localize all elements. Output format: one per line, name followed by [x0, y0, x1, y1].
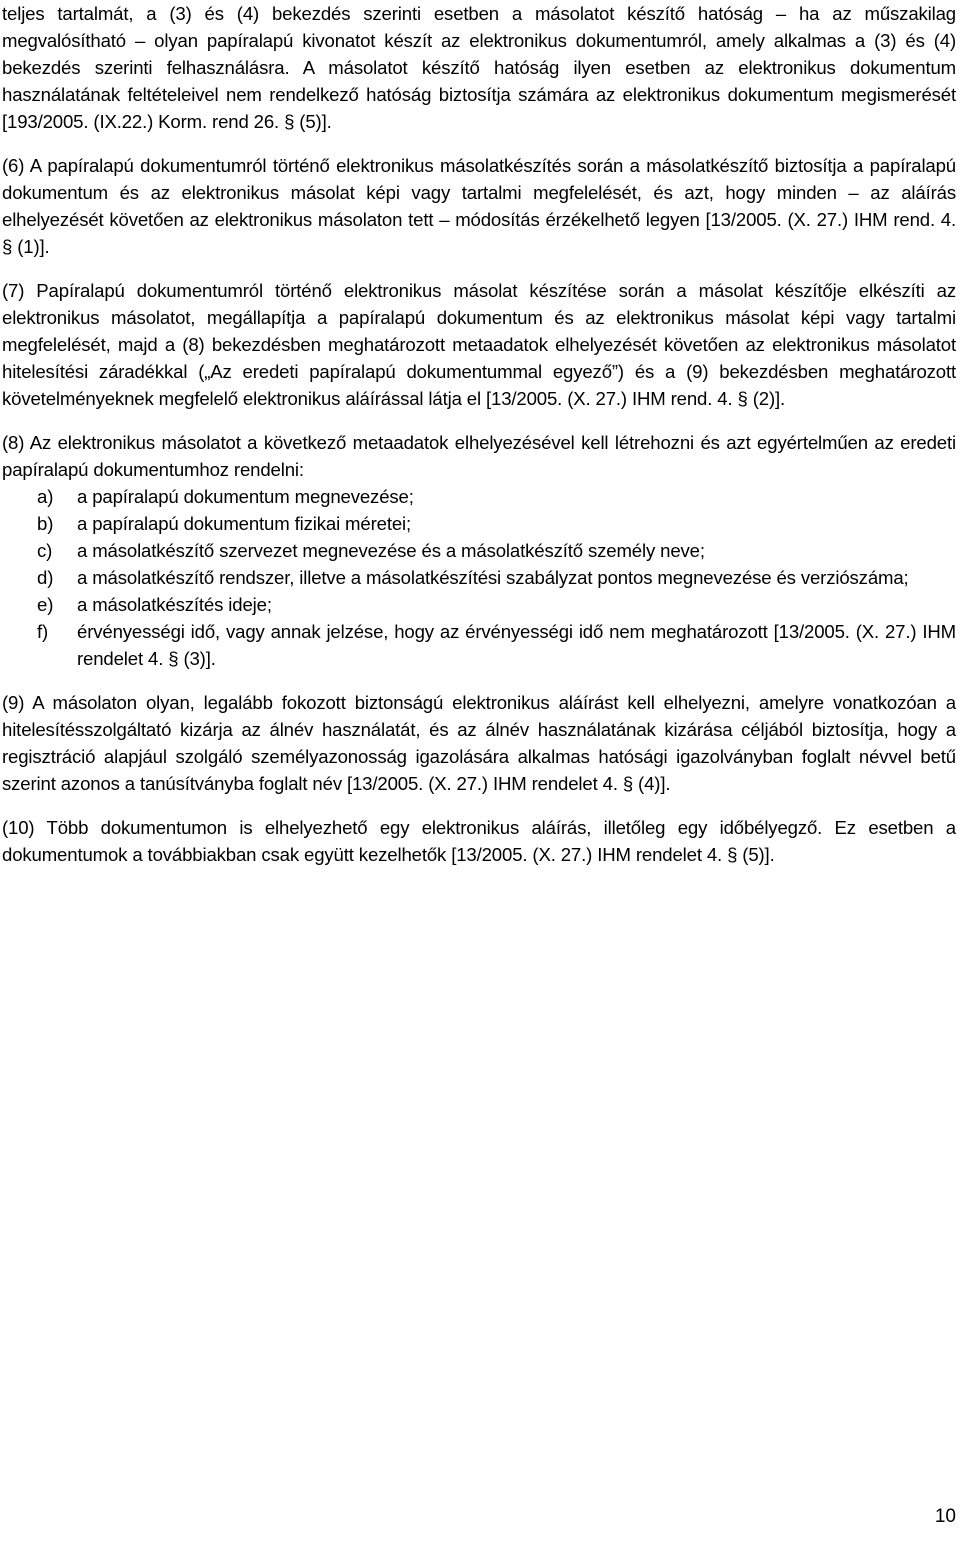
- paragraph-10: (10) Több dokumentumon is elhelyezhető egy elektronikus aláírás, illetőleg egy időbélyegző. Ez esetben a dokumentumok a továbbiakban csak együtt kezelhetők [13/2005. (X. 27.) IHM rendelet 4. § (5)].: [2, 817, 956, 865]
- list-item: [2, 510, 956, 537]
- list-marker: d): [37, 567, 54, 588]
- list-marker: a): [37, 486, 54, 507]
- list-marker: b): [37, 513, 54, 534]
- list-item: [2, 591, 956, 618]
- list-text: érvényességi idő, vagy annak jelzése, hogy az érvényességi idő nem meghatározott [13/2005. (X. 27.) IHM rendelet 4. § (3)].: [77, 621, 956, 669]
- page-number: 10: [934, 1506, 956, 1527]
- list-item: [2, 483, 956, 510]
- list-item: [2, 564, 956, 591]
- paragraph-8-intro: (8) Az elektronikus másolatot a következő metaadatok elhelyezésével kell létrehozni és azt egyértelműen az eredeti papíralapú dokumentumhoz rendelni:: [2, 432, 956, 480]
- list-marker: c): [37, 540, 53, 561]
- list-item: [2, 537, 956, 564]
- list-text: a másolatkészítő rendszer, illetve a másolatkészítési szabályzat pontos megnevezése és verziószáma;: [77, 567, 909, 588]
- list-item: [2, 618, 956, 672]
- paragraph-6: (6) A papíralapú dokumentumról történő elektronikus másolatkészítés során a másolatkészítő biztosítja a papíralapú dokumentum és az elektronikus másolat képi vagy tartalmi megfelelését, és azt, hogy minden – az aláírás elhelyezését követően az elektronikus másolaton tett – módosítás érzékelhető legyen [13/2005. (X. 27.) IHM rend. 4. § (1)].: [2, 155, 956, 257]
- list-text: a másolatkészítés ideje;: [77, 594, 272, 615]
- paragraph-7: (7) Papíralapú dokumentumról történő elektronikus másolat készítése során a másolat készítője elkészíti az elektronikus másolatot, megállapítja a papíralapú dokumentum és az elektronikus másolat képi vagy tartalmi megfelelését, majd a (8) bekezdésben meghatározott metaadatok elhelyezését követően az elektronikus másolatot hitelesítési záradékkal („Az eredeti papíralapú dokumentummal egyező”) és a (9) bekezdésben meghatározott követelményeknek megfelelő elektronikus aláírással látja el [13/2005. (X. 27.) IHM rend. 4. § (2)].: [2, 280, 956, 409]
- list-marker: e): [37, 594, 54, 615]
- paragraph-9: (9) A másolaton olyan, legalább fokozott biztonságú elektronikus aláírást kell elhelyezni, amelyre vonatkozóan a hitelesítésszolgáltató kizárja az álnév használatát, és az álnév használatának kizárása céljából biztosítja, hogy a regisztráció alapjául szolgáló személyazonosság igazolására alkalmas hatósági igazolványban foglalt névvel betű szerint azonos a tanúsítványba foglalt név [13/2005. (X. 27.) IHM rendelet 4. § (4)].: [2, 692, 956, 794]
- list-text: a papíralapú dokumentum fizikai méretei;: [77, 513, 412, 534]
- metadata-list: [2, 483, 956, 672]
- document-body: [2, 0, 956, 868]
- list-text: a papíralapú dokumentum megnevezése;: [77, 486, 414, 507]
- list-marker: f): [37, 621, 49, 642]
- paragraph-5-continuation: teljes tartalmát, a (3) és (4) bekezdés szerinti esetben a másolatot készítő hatóság – ha az műszakilag megvalósítható – olyan papíralapú kivonatot készít az elektronikus dokumentumról, amely alkalmas a (3) és (4) bekezdés szerinti felhasználásra. A másolatot készítő hatóság ilyen esetben az elektronikus dokumentum használatának feltételeivel nem rendelkező hatóság biztosítja számára az elektronikus dokumentum megismerését [193/2005. (IX.22.) Korm. rend 26. § (5)].: [2, 3, 956, 132]
- list-text: a másolatkészítő szervezet megnevezése és a másolatkészítő személy neve;: [77, 540, 705, 561]
